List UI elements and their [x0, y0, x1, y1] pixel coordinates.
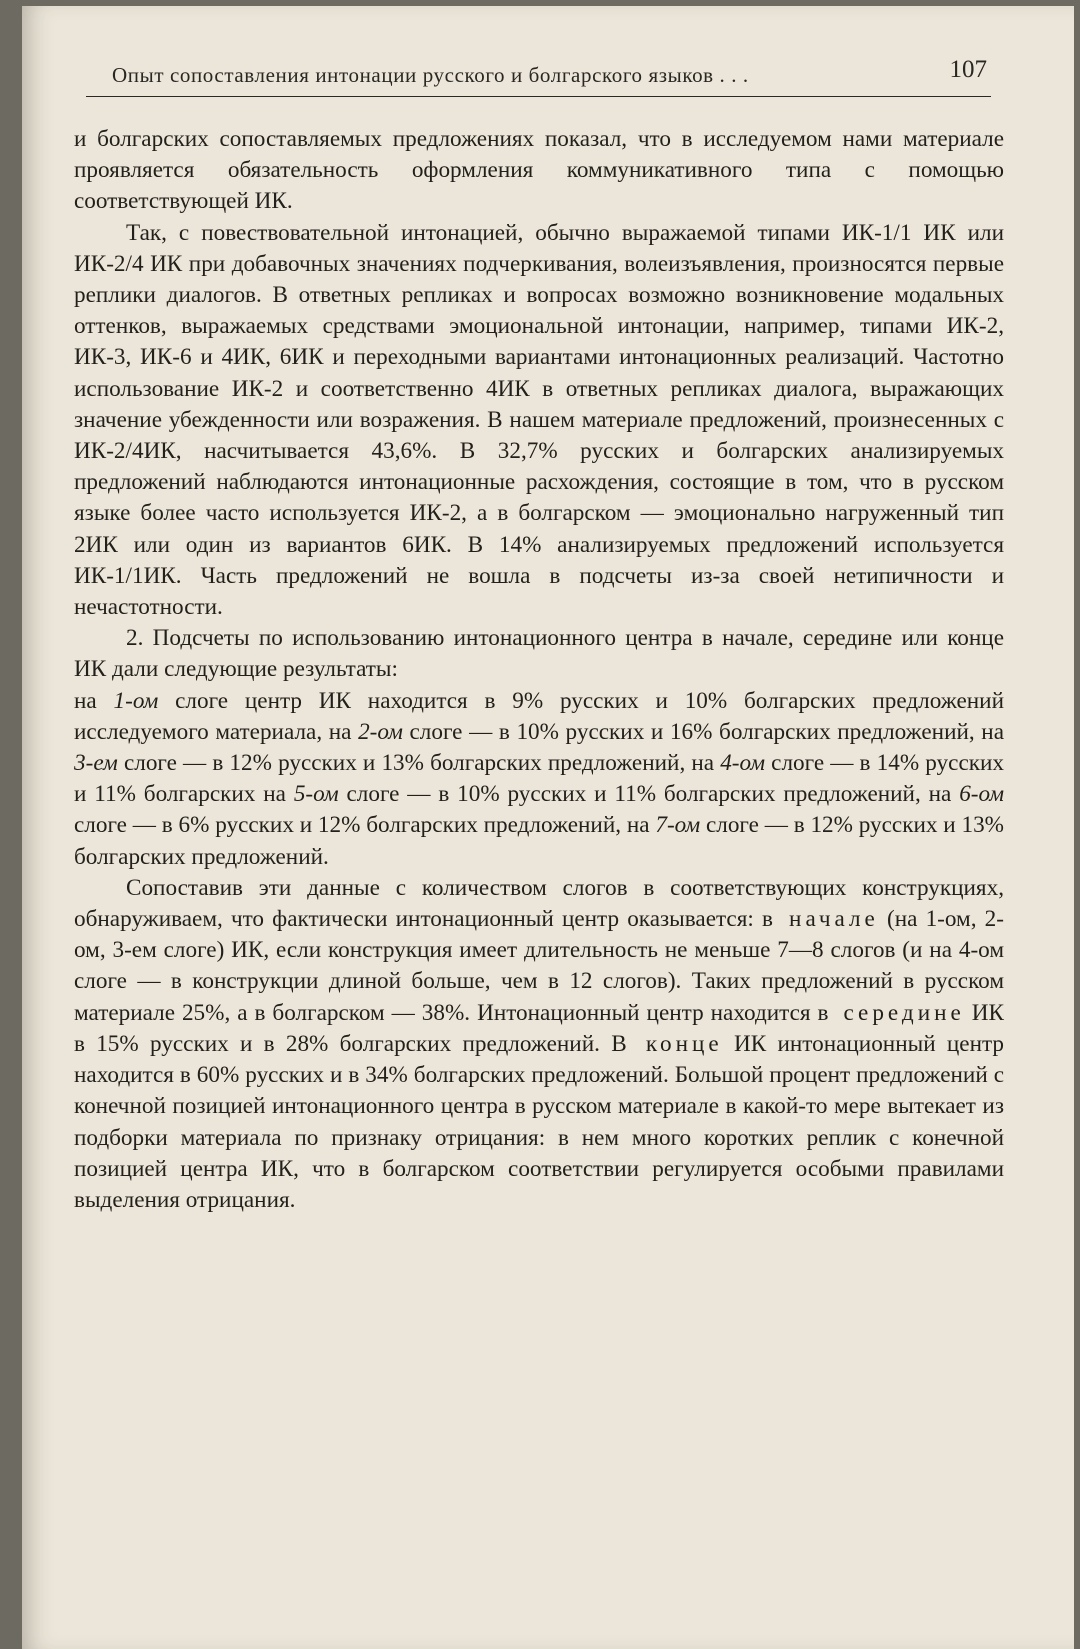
text-run: слоге — в 6% русских и 12% болгарских предложений, на — [74, 812, 656, 839]
spaced-emphasis: в середине — [817, 999, 965, 1026]
text-run: слоге — в 12% русских и 13% болгарских предложений, на — [117, 750, 721, 777]
text-run: слоге — в 10% русских и 16% болгарских предложений, на — [402, 718, 1004, 745]
page-number: 107 — [949, 56, 987, 83]
text-run: ИК в 15% русских и в 28% болгарских предложений. — [74, 999, 1004, 1057]
running-title: Опыт сопоставления интонации русского и болгарского языков . . . — [112, 63, 749, 87]
text-run: слоге — в 14% русских и 11% болгарских на — [74, 750, 1005, 808]
syllable-label: 1-ом — [113, 687, 159, 714]
page-body — [74, 124, 1004, 1216]
paragraph-center-position — [74, 873, 1004, 1216]
text-run: Сопоставив эти данные с количеством слогов в соответствующих конструкциях, обнаруживаем, что фактически интонационный центр оказывается: — [74, 874, 1004, 933]
syllable-label: 4-ом — [720, 750, 766, 777]
page-header — [86, 48, 991, 97]
syllable-label: 2-ом — [358, 718, 403, 745]
paragraph-syllable-results — [74, 686, 1004, 873]
syllable-label: 7-ом — [655, 812, 701, 839]
paragraph-intonation-types: Так, с повествовательной интонацией, обычно выражаемой типами ИК-1/1 ИК или ИК-2/4 ИК при добавочных значениях подчеркивания, волеизъявления, произносятся первые реплики диалогов. В ответных репликах и вопросах возможно возникновение модальных оттенков, выражаемых средствами эмоциональной интонации, например, типами ИК-2, ИК-3, ИК-6 и 4ИК, 6ИК и переходными вариантами интонационных реализаций. Частотно использование ИК-2 и соответственно 4ИК в ответных репликах диалога, выражающих значение убежденности или возражения. В нашем материале предложений, произнесенных с ИК-2/4ИК, насчитывается 43,6%. В 32,7% русских и болгарских анализируемых предложений наблюдаются интонационные расхождения, состоящие в том, что в русском языке более часто используется ИК-2, а в болгарском — эмоционально нагруженный тип 2ИК или один из вариантов 6ИК. В 14% анализируемых предложений используется ИК-1/1ИК. Часть предложений не вошла в подсчеты из-за своей нетипичности и нечастотности. — [74, 219, 1004, 621]
text-run: слоге центр ИК находится в 9% русских и 10% болгарских предложений исследуемого материала, на — [74, 687, 1005, 745]
text-run: на — [74, 687, 114, 714]
text-run: слоге — в 10% русских и 11% болгарских предложений, на — [338, 781, 960, 808]
spaced-emphasis: в начале — [761, 906, 879, 933]
spaced-emphasis: В конце — [611, 1030, 723, 1057]
paragraph-counts-intro: 2. Подсчеты по использованию интонационного центра в начале, середине или конце ИК дали следующие результаты: — [74, 625, 1004, 683]
syllable-label: 6-ом — [959, 781, 1005, 808]
syllable-label: 5-ом — [293, 781, 339, 808]
book-page — [22, 6, 1074, 1649]
text-run: слоге — в 12% русских и 13% болгарских предложений. — [74, 812, 1004, 870]
text-run: ИК интонационный центр находится в 60% русских и в 34% болгарских предложений. Большой процент предложений с конечной позицией интонационного центра в русском материале в какой-то мере вытекает из подборки материала по признаку отрицания: в нем много коротких реплик с конечной позицией центра ИК, что в болгарском соответствии регулируется особыми правилами выделения отрицания. — [74, 1030, 1004, 1213]
paragraph-continued: и болгарских сопоставляемых предложениях показал, что в исследуемом нами материале проявляется обязательность оформления коммуникативного типа с помощью соответствующей ИК. — [74, 126, 1004, 215]
syllable-label: 3-ем — [74, 750, 118, 777]
text-run: (на 1-ом, 2-ом, 3-ем слоге) ИК, если конструкция имеет длительность не меньше 7—8 слогов (и на 4-ом слоге — в конструкции длиной больше, чем в 12 слогов). Таких предложений в русском материале 25%, а в болгарском — 38%. Интонационный центр находится — [74, 906, 1004, 1026]
